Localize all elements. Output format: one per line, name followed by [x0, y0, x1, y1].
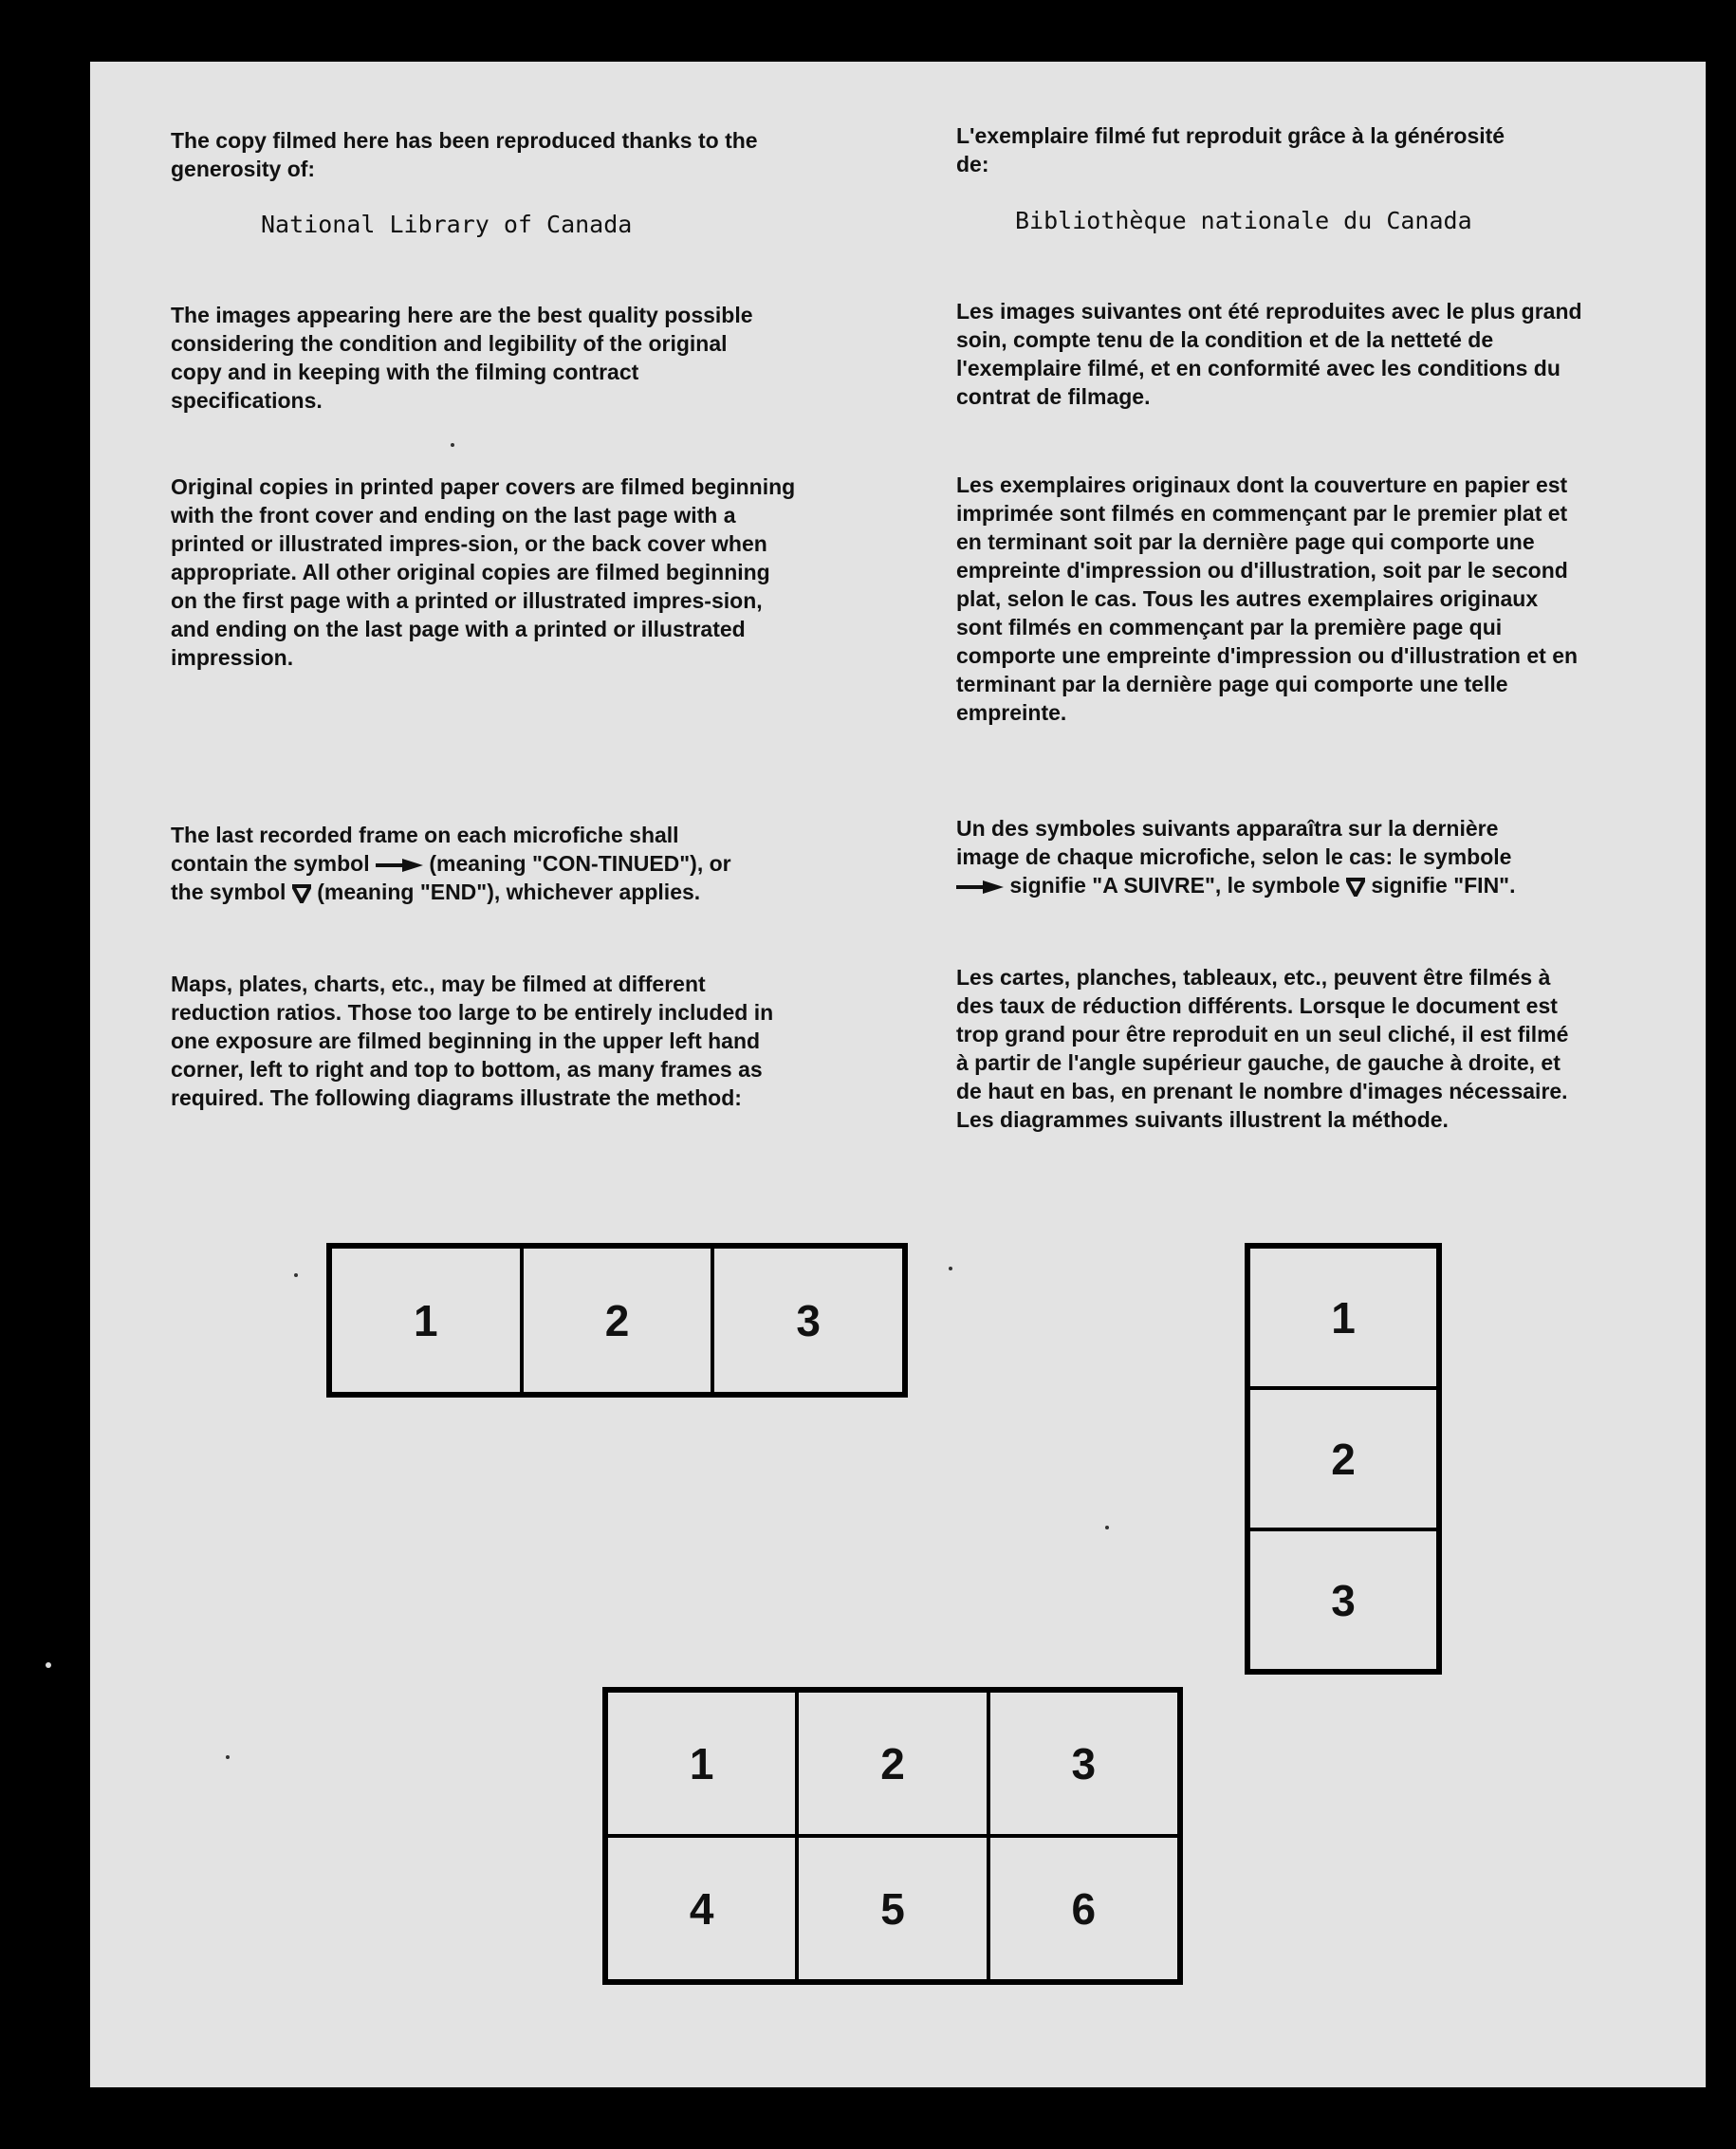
thanks-text-en: The copy filmed here has been reproduced thanks to the generosity of:	[171, 128, 758, 181]
maps-text-en: Maps, plates, charts, etc., may be filmed at different reduction ratios. Those too large to be entirely included in one exposure are filmed beginning in the upper left hand corner, left to right and top to bottom, as many frames as required. The following diagrams illustrate the method:	[171, 972, 774, 1110]
diagram-grid-cell: 5	[797, 1836, 988, 1981]
dust-speck	[294, 1273, 298, 1277]
arrow-right-icon	[376, 859, 423, 872]
diagram-grid-cell: 3	[988, 1691, 1179, 1836]
symbol-text-en-part2: (meaning "CON-TINUED"), or the symbol	[171, 851, 731, 904]
symbol-text-fr	[956, 814, 1554, 899]
symbol-text-en-part3: (meaning "END"), whichever applies.	[317, 880, 701, 904]
diagram-horizontal-cell: 1	[330, 1247, 522, 1394]
symbol-text-fr-part2: signifie "A SUIVRE", le symbole	[1009, 873, 1340, 898]
maps-text-fr: Les cartes, planches, tableaux, etc., peuvent être filmés à des taux de réduction différents. Lorsque le document est trop grand pour être reproduit en un seul cliché, il est filmé à partir de l'angle supérieur gauche, de gauche à droite, et de haut en bas, en prenant le nombre d'images nécessaire. Les diagrammes suivants illustrent la méthode.	[956, 965, 1569, 1132]
diagram-horizontal-cell: 2	[522, 1247, 713, 1394]
triangle-down-icon	[1346, 878, 1365, 897]
diagram-horizontal	[326, 1243, 908, 1398]
dust-speck	[46, 1662, 51, 1668]
diagram-horizontal-cell: 3	[712, 1247, 904, 1394]
symbol-text-fr-part3: signifie "FIN".	[1371, 873, 1516, 898]
thanks-text-fr: L'exemplaire filmé fut reproduit grâce à la générosité de:	[956, 123, 1505, 176]
diagram-grid-cell: 2	[797, 1691, 988, 1836]
dust-speck	[226, 1755, 230, 1759]
symbol-text-fr-part1: Un des symboles suivants apparaîtra sur la dernière image de chaque microfiche, selon le cas: le symbole	[956, 816, 1512, 869]
dust-speck	[949, 1267, 952, 1270]
diagram-grid-cell: 6	[988, 1836, 1179, 1981]
dust-speck	[451, 443, 454, 447]
diagram-grid	[602, 1687, 1183, 1985]
diagram-vertical	[1245, 1243, 1442, 1675]
diagram-vertical-cell: 1	[1248, 1247, 1438, 1388]
symbol-text-en-part1: The last recorded frame on each microfiche shall contain the symbol	[171, 823, 679, 876]
diagram-vertical-cell: 3	[1248, 1529, 1438, 1671]
library-name-fr: Bibliothèque nationale du Canada	[1015, 207, 1472, 234]
originals-text-en: Original copies in printed paper covers are filmed beginning with the front cover and ending on the last page with a printed or illustrated impres-sion, or the back cover when appropriate. All other original copies are filmed beginning on the first page with a printed or illustrated impres-sion, and ending on the last page with a printed or illustrated impression.	[171, 474, 796, 670]
diagram-vertical-cell: 2	[1248, 1388, 1438, 1529]
arrow-right-icon	[956, 880, 1004, 894]
originals-text-fr: Les exemplaires originaux dont la couverture en papier est imprimée sont filmés en commençant par le premier plat et en terminant soit par la dernière page qui comporte une empreinte d'impression ou d'illustration, soit par le second plat, selon le cas. Tous les autres exemplaires originaux sont filmés en commençant par la première page qui comporte une empreinte d'impression ou d'illustration et en terminant par la dernière page qui comporte une telle empreinte.	[956, 472, 1579, 725]
diagram-grid-cell: 4	[606, 1836, 797, 1981]
triangle-down-icon	[292, 884, 311, 903]
quality-text-fr: Les images suivantes ont été reproduites avec le plus grand soin, compte tenu de la condition et de la netteté de l'exemplaire filmé, et en conformité avec les conditions du contrat de filmage.	[956, 299, 1582, 409]
diagram-grid-cell: 1	[606, 1691, 797, 1836]
dust-speck	[1105, 1526, 1109, 1529]
symbol-text-en	[171, 821, 759, 906]
library-name-en: National Library of Canada	[261, 211, 633, 238]
quality-text-en: The images appearing here are the best quality possible considering the condition and legibility of the original copy and in keeping with the filming contract specifications.	[171, 303, 753, 413]
